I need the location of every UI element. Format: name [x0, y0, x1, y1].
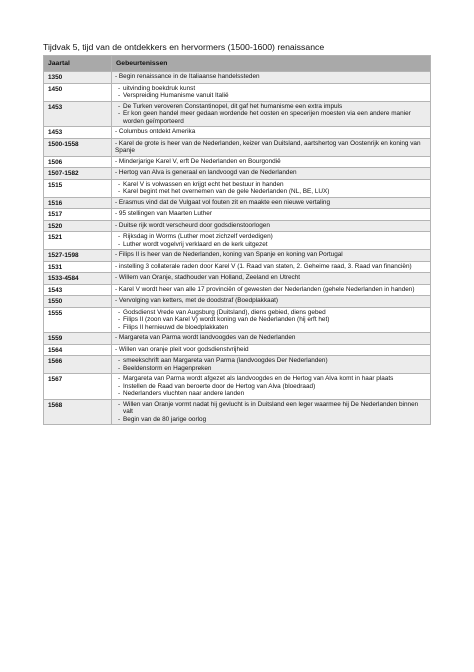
year-cell: 1559 — [44, 333, 112, 345]
table-row — [44, 72, 431, 84]
event-item: - Nederlanders vluchten naar andere landen — [115, 390, 427, 398]
event-item: - Willen van Oranje vormt nadat hij gevlucht is in Duitsland een leger waarmee hij De Nederlanden binnen valt — [115, 401, 427, 416]
year-cell: 1555 — [44, 307, 112, 333]
year-cell: 1515 — [44, 179, 112, 197]
table-row — [44, 179, 431, 197]
table-row — [44, 374, 431, 400]
table-row — [44, 197, 431, 209]
year-cell: 1521 — [44, 232, 112, 250]
events-cell — [112, 250, 431, 262]
year-cell: 1567 — [44, 374, 112, 400]
event-item: - Begin renaissance in de Italiaanse handelssteden — [115, 73, 260, 80]
event-item: - Karel V wordt heer van alle 17 provinciën of gewesten der Nederlanden (gehele Nederlanden in handen) — [115, 285, 415, 293]
events-cell — [112, 209, 431, 221]
event-item: - Filips II is heer van de Nederlanden, koning van Spanje en koning van Portugal — [115, 251, 343, 258]
events-cell — [112, 344, 431, 356]
events-cell — [112, 399, 431, 425]
event-item: - Margareta van Parma wordt landvoogdes van de Nederlanden — [115, 334, 296, 341]
event-item: - Karel begint met het overnemen van de gele Nederlanden (NL, BE, LUX) — [115, 188, 427, 196]
event-item: - Beeldenstorm en Hagenpreken — [115, 365, 427, 373]
events-cell — [112, 156, 431, 168]
year-cell: 1520 — [44, 220, 112, 232]
table-row — [44, 261, 431, 273]
year-cell: 1516 — [44, 197, 112, 209]
table-row — [44, 344, 431, 356]
events-cell — [112, 374, 431, 400]
table-row — [44, 296, 431, 308]
event-item: - Filips II hernieuwd de bloedplakkaten — [115, 324, 427, 332]
table-row — [44, 333, 431, 345]
event-item: - Willen van oranje pleit voor godsdienstvrijheid — [115, 345, 249, 353]
event-item: - Hertog van Alva is generaal en landvoogd van de Nederlanden — [115, 169, 297, 176]
event-item: - uitvinding boekdruk kunst — [115, 85, 427, 93]
event-item: - 95 stellingen van Maarten Luther — [115, 210, 212, 217]
event-item: - Begin van de 80 jarige oorlog — [115, 416, 427, 424]
event-item: - Verspreiding Humanisme vanuit Italië — [115, 92, 427, 100]
table-row — [44, 156, 431, 168]
table-row — [44, 356, 431, 374]
event-item: - instelling 3 collaterale raden door Karel V (1. Raad van staten, 2. Geheime raad, 3. Raad van financiën) — [115, 262, 412, 270]
events-cell — [112, 261, 431, 273]
events-cell — [112, 296, 431, 308]
table-row — [44, 83, 431, 101]
timeline-table — [43, 55, 431, 425]
header-year: Jaartal — [44, 56, 112, 72]
events-cell — [112, 168, 431, 180]
year-cell: 1531 — [44, 261, 112, 273]
table-row — [44, 127, 431, 139]
event-item: - Er kon geen handel meer gedaan wordende het oosten en specerijen moesten via een andere manier worden geïmporteerd — [115, 110, 427, 125]
table-header-row — [44, 56, 431, 72]
event-item: - Filips II (zoon van Karel V) wordt koning van de Nederlanden (hij erft het) — [115, 316, 427, 324]
year-cell: 1507-1582 — [44, 168, 112, 180]
event-item: - Godsdienst Vrede van Augsburg (Duitsland), diens gebied, diens gebed — [115, 309, 427, 317]
events-cell — [112, 83, 431, 101]
year-cell: 1543 — [44, 284, 112, 296]
events-cell — [112, 72, 431, 84]
event-item: - Vervolging van ketters, met de doodstraf (Boedplakkaat) — [115, 297, 279, 304]
year-cell: 1568 — [44, 399, 112, 425]
event-item: - Willem van Oranje, stadhouder van Holland, Zeeland en Utrecht — [115, 274, 301, 281]
year-cell: 1506 — [44, 156, 112, 168]
year-cell: 1550 — [44, 296, 112, 308]
events-cell — [112, 197, 431, 209]
table-row — [44, 399, 431, 425]
event-item: - De Turken veroveren Constantinopel, dit gaf het humanisme een extra impuls — [115, 103, 427, 111]
table-row — [44, 220, 431, 232]
document-title: Tijdvak 5, tijd van de ontdekkers en hervormers (1500-1600) renaissance — [43, 42, 325, 52]
header-events: Gebeurtenissen — [112, 56, 431, 72]
year-cell: 1566 — [44, 356, 112, 374]
events-cell — [112, 127, 431, 139]
events-cell — [112, 232, 431, 250]
table-row — [44, 273, 431, 285]
year-cell: 1564 — [44, 344, 112, 356]
events-cell — [112, 307, 431, 333]
event-item: - Rijksdag in Worms (Luther moet zichzelf verdedigen) — [115, 233, 427, 241]
year-cell: 1450 — [44, 83, 112, 101]
event-item: - Duitse rijk wordt verscheurd door godsdienstoorlogen — [115, 221, 270, 229]
year-cell: 1350 — [44, 72, 112, 84]
table-row — [44, 284, 431, 296]
year-cell: 1533-4584 — [44, 273, 112, 285]
events-cell — [112, 333, 431, 345]
year-cell: 1453 — [44, 127, 112, 139]
table-row — [44, 250, 431, 262]
table-row — [44, 209, 431, 221]
event-item: - Karel V is volwassen en krijgt echt het bestuur in handen — [115, 181, 427, 189]
table-row — [44, 307, 431, 333]
event-item: - Karel de grote is heer van de Nederlanden, keizer van Duitsland, aartshertog van Oostenrijk en koning van Spanje — [115, 139, 421, 154]
event-item: - Luther wordt vogelvrij verklaard en de kerk uitgezet — [115, 241, 427, 249]
events-cell — [112, 179, 431, 197]
event-item: - Minderjarige Karel V, erft De Nederlanden en Bourgondië — [115, 157, 281, 165]
event-item: - Instellen de Raad van beroerte door de Hertog van Alva (bloedraad) — [115, 383, 427, 391]
event-item: - Erasmus vind dat de Vulgaat vol fouten zit en maakte een nieuwe vertaling — [115, 198, 331, 206]
events-cell — [112, 101, 431, 127]
events-cell — [112, 356, 431, 374]
event-item: - Columbus ontdekt Amerika — [115, 128, 196, 135]
events-cell — [112, 273, 431, 285]
event-item: - smeekschrift aan Margareta van Parma (landvoogdes Der Nederlanden) — [115, 357, 427, 365]
events-cell — [112, 138, 431, 156]
year-cell: 1500-1558 — [44, 138, 112, 156]
events-cell — [112, 220, 431, 232]
event-item: - Margareta van Parma wordt afgezet als landvoogdes en de Hertog van Alva komt in haar plaats — [115, 375, 427, 383]
events-cell — [112, 284, 431, 296]
table-row — [44, 168, 431, 180]
table-row — [44, 138, 431, 156]
year-cell: 1517 — [44, 209, 112, 221]
year-cell: 1527-1598 — [44, 250, 112, 262]
table-row — [44, 232, 431, 250]
year-cell: 1453 — [44, 101, 112, 127]
table-row — [44, 101, 431, 127]
